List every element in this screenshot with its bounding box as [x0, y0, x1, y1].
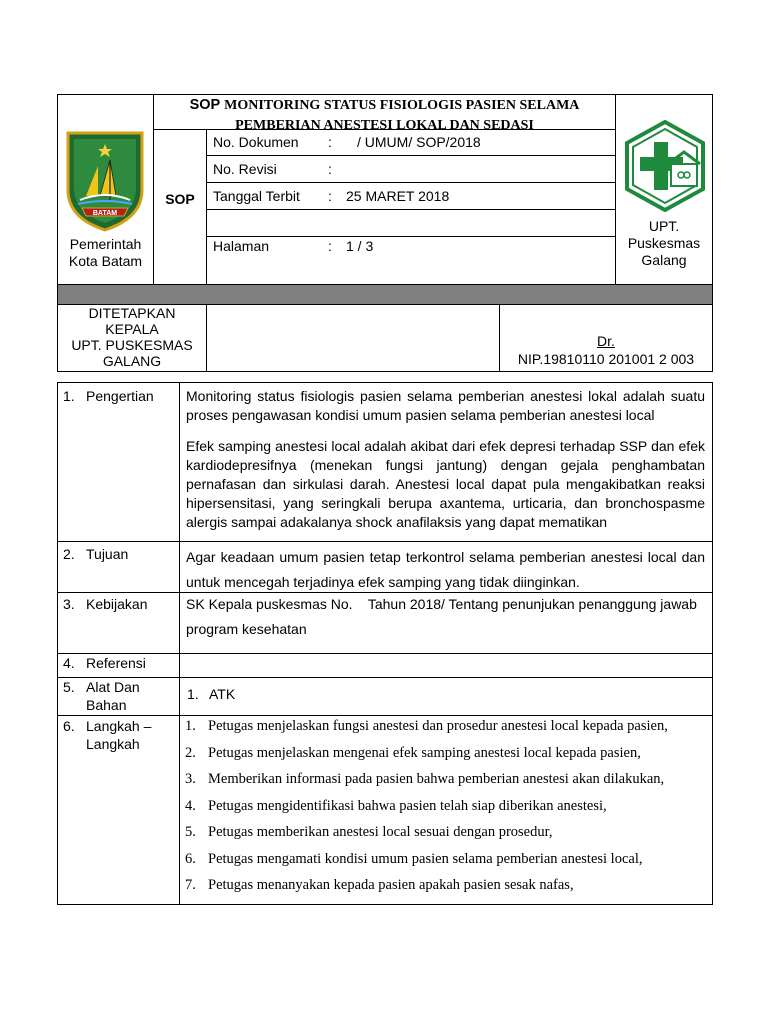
section-1-para-1: Monitoring status fisiologis pasien selama pemberian anestesi lokal adalah suatu proses pengawasan kondisi umum pasien selama pemberian anestesi local	[186, 388, 705, 423]
field-sep: :	[328, 238, 332, 254]
step-text: Petugas mengidentifikasi bahwa pasien telah siap diberikan anestesi,	[208, 798, 607, 814]
section-5-label-line-1: Alat Dan	[86, 679, 140, 695]
step-num: 3.	[185, 771, 196, 787]
field-value-no-dokumen: / UMUM/ SOP/2018	[357, 134, 481, 150]
title-line-2: PEMBERIAN ANESTESI LOKAL DAN SEDASI	[235, 118, 534, 133]
step-num: 7.	[185, 877, 196, 893]
field-value-tanggal-terbit: 25 MARET 2018	[346, 188, 450, 204]
section-5-num: 5.	[63, 679, 75, 695]
approval-line-4: GALANG	[102, 353, 162, 369]
section-5-label-line-2: Bahan	[86, 697, 127, 713]
right-org-line-3: Galang	[641, 252, 687, 268]
field-label-halaman: Halaman	[213, 238, 270, 254]
field-label-no-revisi: No. Revisi	[213, 161, 277, 177]
step-text: Petugas menjelaskan fungsi anestesi dan prosedur anestesi local kepada pasien,	[208, 718, 668, 734]
field-sep: :	[328, 161, 332, 177]
left-org-line-2: Kota Batam	[68, 253, 143, 269]
section-2-num: 2.	[63, 546, 75, 562]
approval-line-3: UPT. PUSKESMAS	[71, 337, 193, 353]
sop-middle-label: SOP	[165, 191, 195, 207]
signer-nip: NIP.19810110 201001 2 003	[517, 351, 695, 367]
left-org-name	[58, 236, 153, 270]
section-6-label-line-2: Langkah	[86, 736, 140, 752]
section-3-text-line-1: SK Kepala puskesmas No. Tahun 2018/ Tentang penunjukan penanggung jawab	[186, 596, 697, 612]
field-value-halaman: 1 / 3	[346, 238, 374, 254]
field-label-tanggal-terbit: Tanggal Terbit	[213, 188, 300, 204]
section-6-label-line-1: Langkah –	[86, 718, 152, 734]
right-org-line-2: Puskesmas	[627, 235, 701, 251]
approval-line-2: KEPALA	[105, 321, 159, 337]
step-text: Petugas memberikan anestesi local sesuai dengan prosedur,	[208, 824, 553, 840]
section-1-num: 1.	[63, 388, 75, 404]
approval-signer	[500, 332, 712, 368]
approval-line-1: DITETAPKAN	[88, 305, 176, 321]
step-text: Petugas menjelaskan mengenai efek samping anestesi local kepada pasien,	[208, 745, 641, 761]
batam-emblem-icon	[64, 130, 146, 232]
step-num: 4.	[185, 798, 196, 814]
step-text: Memberikan informasi pada pasien bahwa pemberian anestesi akan dilakukan,	[208, 771, 665, 787]
right-org-name	[616, 218, 712, 269]
title-sop-label: SOP	[189, 97, 221, 113]
batam-emblem-logo	[64, 130, 146, 232]
step-text: Petugas mengamati kondisi umum pasien selama pemberian anestesi local,	[208, 851, 643, 867]
section-3-num: 3.	[63, 596, 75, 612]
section-1-label: Pengertian	[86, 388, 154, 404]
field-label-no-dokumen: No. Dokumen	[213, 134, 299, 150]
section-4-label: Referensi	[86, 655, 146, 671]
section-1-para-2: Efek samping anestesi local adalah akibat dari efek depresi terhadap SSP dan efek kardiodepresifnya (menekan fungsi jantung) dengan gejala penghambatan pernafasan dan sirkulasi darah. Anestesi local dapat pula mengakibatkan reaksi hipersensitasi, yang seringkali berupa axantema, urticaria, dan bronchospasme alergis sampai adakalanya shock anafilaksis yang dapat mematikan	[186, 438, 705, 530]
header-separator-band	[57, 284, 713, 304]
section-2-label: Tujuan	[86, 546, 129, 562]
step-num: 1.	[185, 718, 196, 734]
puskesmas-logo-icon	[624, 120, 706, 212]
section-4-num: 4.	[63, 655, 75, 671]
section-5-item-num: 1.	[187, 686, 199, 702]
approval-authority	[58, 305, 206, 369]
emblem-text: BATAM	[92, 210, 118, 217]
step-text: Petugas menanyakan kepada pasien apakah pasien sesak nafas,	[208, 877, 574, 893]
title-line-1: MONITORING STATUS FISIOLOGIS PASIEN SELAMA	[224, 98, 580, 113]
field-sep: :	[328, 188, 332, 204]
field-sep: :	[328, 134, 332, 150]
section-5-item-text: ATK	[209, 686, 236, 702]
puskesmas-logo	[624, 120, 706, 212]
section-6-num: 6.	[63, 718, 75, 734]
section-3-text-line-2: program kesehatan	[186, 621, 307, 637]
step-num: 2.	[185, 745, 196, 761]
step-num: 5.	[185, 824, 196, 840]
document-title	[154, 95, 615, 135]
section-2-text: Agar keadaan umum pasien tetap terkontrol selama pemberian anestesi local dan untuk mencegah terjadinya efek samping yang tidak diinginkan.	[186, 549, 705, 590]
step-num: 6.	[185, 851, 196, 867]
section-3-label: Kebijakan	[86, 596, 148, 612]
left-org-line-1: Pemerintah	[69, 236, 142, 252]
signer-name: Dr.	[597, 333, 615, 349]
right-org-line-1: UPT.	[648, 218, 680, 234]
